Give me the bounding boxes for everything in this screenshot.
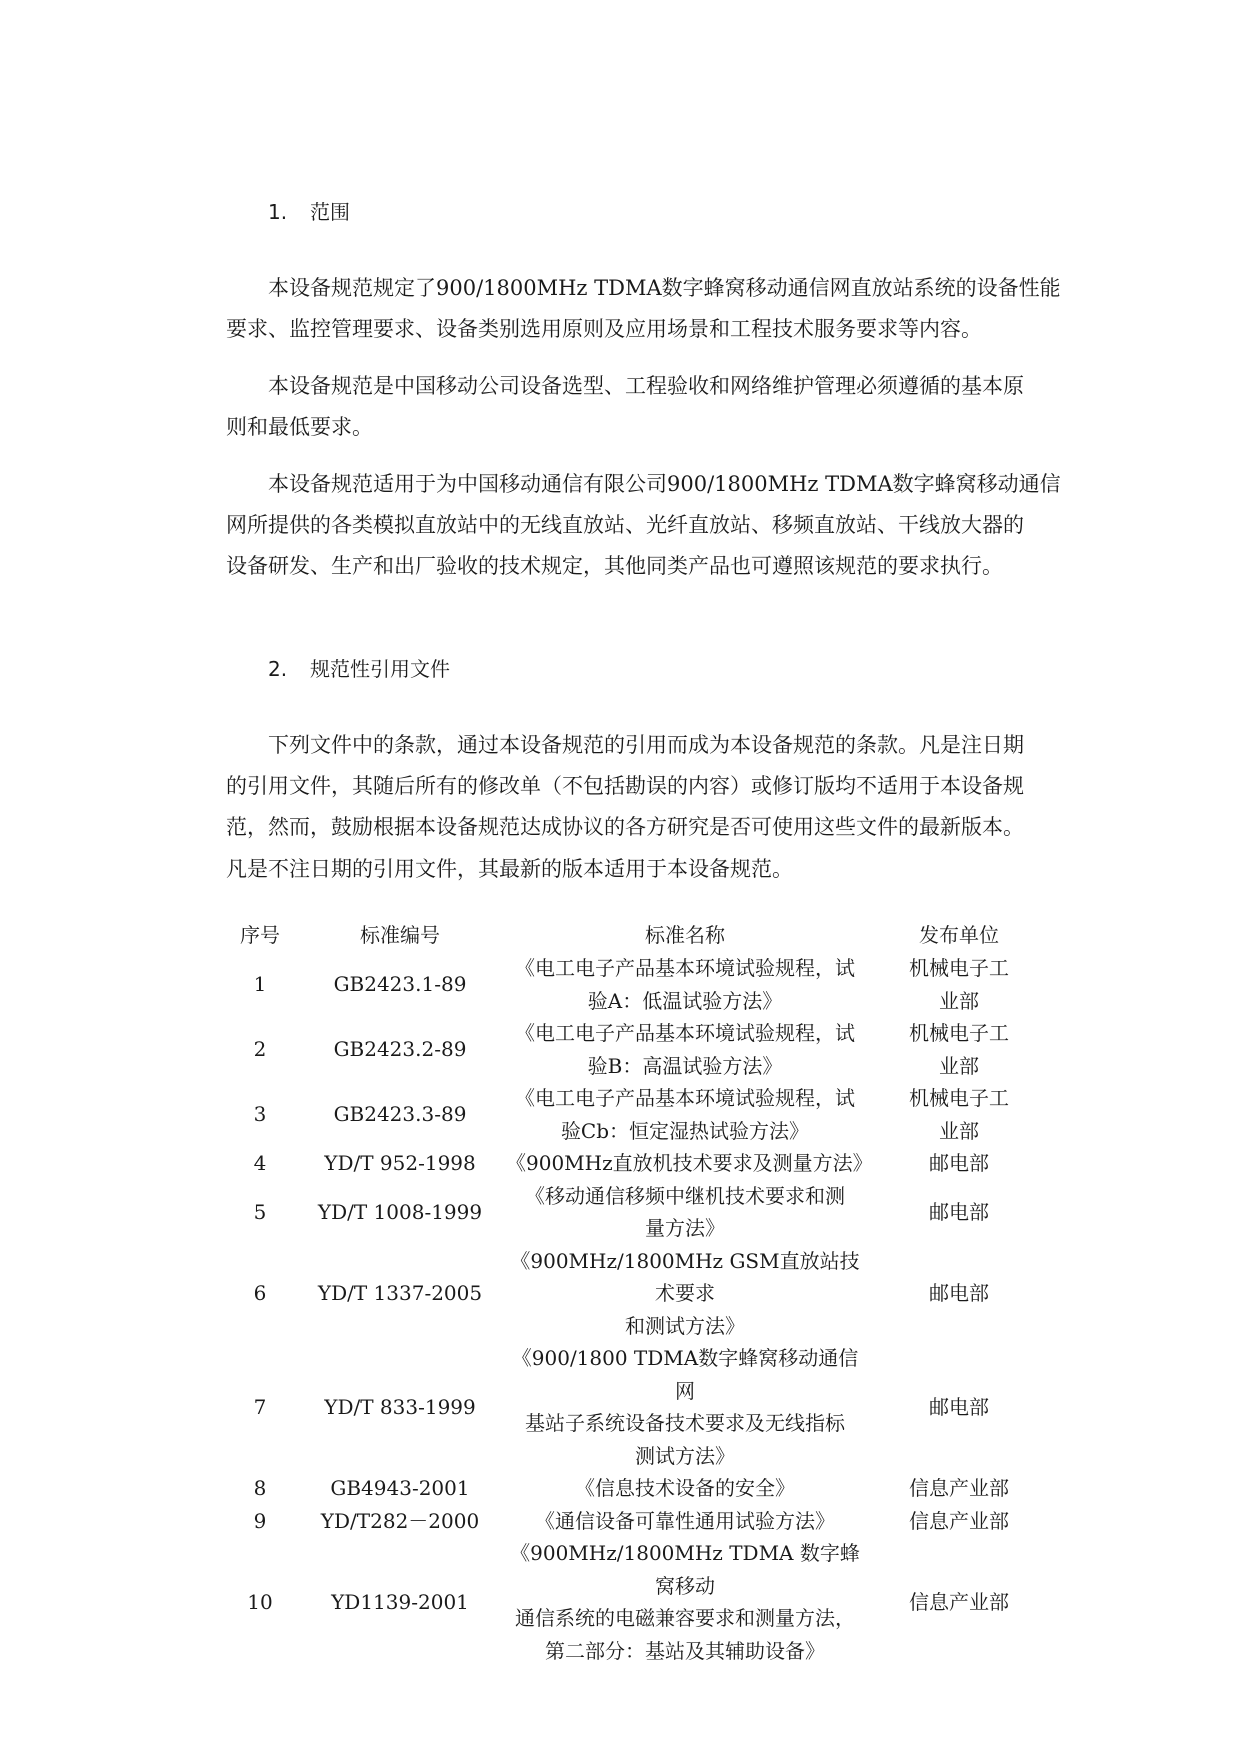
table-header-row [226,918,1054,952]
row-org-line: 机械电子工 [909,956,1009,980]
text-line: 本设备规范是中国移动公司设备选型、工程验收和网络维护管理必须遵循的基本原 [268,374,1024,398]
text-line: 本设备规范规定了900/1800MHz TDMA数字蜂窝移动通信网直放站系统的设备性能 [268,276,1061,300]
row-name-line: 《900MHz/1800MHz TDMA 数字蜂窝移动 [510,1541,860,1598]
header-seq: 序号 [240,922,280,947]
row-seq: 10 [247,1589,273,1614]
row-seq: 3 [253,1102,267,1127]
row-name-line: 《电工电子产品基本环境试验规程，试 [515,956,855,980]
table-row [226,1505,1054,1538]
row-org-line: 机械电子工 [909,1086,1009,1110]
row-org [864,952,1054,1017]
row-name-line: 和测试方法》 [625,1313,745,1338]
row-org-line: 业部 [939,988,979,1013]
row-org [864,1472,1054,1505]
row-org-line: 业部 [939,1118,979,1143]
row-org-line: 邮电部 [929,1151,989,1175]
row-code: YD/T282－2000 [320,1508,480,1533]
row-name-line: 通信系统的电磁兼容要求和测量方法， [515,1606,855,1630]
row-org-line: 信息产业部 [909,1476,1009,1500]
row-code: GB4943-2001 [330,1476,470,1500]
row-org [864,1017,1054,1082]
section-1-title: 范围 [310,200,350,224]
row-name [506,1472,864,1505]
row-code: GB2423.3-89 [333,1102,467,1127]
row-name [506,1537,864,1667]
row-org-line: 信息产业部 [909,1589,1009,1614]
header-code: 标准编号 [360,922,440,947]
row-org [864,1180,1054,1245]
section-1-heading [268,196,350,225]
table-row [226,1017,1054,1082]
row-org-line: 业部 [939,1053,979,1078]
row-seq: 8 [253,1476,267,1500]
row-name-line: 《电工电子产品基本环境试验规程，试 [515,1086,855,1110]
row-name [506,1017,864,1082]
table-body [226,952,1054,1667]
table-row [226,1082,1054,1147]
row-seq: 1 [253,972,267,997]
row-name [506,1245,864,1343]
row-name-line: 验A：低温试验方法》 [587,988,783,1013]
row-name [506,1180,864,1245]
text-line: 下列文件中的条款，通过本设备规范的引用而成为本设备规范的条款。凡是注日期 [268,733,1024,757]
row-name [506,1147,873,1180]
row-seq: 4 [253,1151,267,1175]
header-name: 标准名称 [645,922,725,947]
row-org [864,1082,1054,1147]
row-name-line: 测试方法》 [635,1443,735,1468]
row-name-line: 验Cb：恒定湿热试验方法》 [560,1118,810,1143]
row-name [506,1342,864,1472]
row-name-line: 《移动通信移频中继机技术要求和测 [525,1183,845,1208]
section-1-paragraph-3 [226,464,1061,588]
row-code: YD/T 1337-2005 [317,1281,483,1305]
row-name-line: 验B：高温试验方法》 [587,1053,783,1078]
row-code: YD/T 952-1998 [324,1151,476,1175]
row-org [864,1505,1054,1538]
section-1-paragraph-1 [226,268,1061,350]
row-org-line: 邮电部 [929,1394,989,1419]
text-line: 的引用文件，其随后所有的修改单（不包括勘误的内容）或修订版均不适用于本设备规 [226,774,1024,799]
text-line: 凡是不注日期的引用文件，其最新的版本适用于本设备规范。 [226,856,793,881]
table-row [226,1537,1054,1667]
row-org [864,1147,1054,1180]
section-2-heading [268,653,450,682]
table-row [226,1472,1054,1505]
row-org [864,1342,1054,1472]
row-org-line: 邮电部 [929,1281,989,1305]
row-seq: 6 [253,1281,267,1305]
row-code: GB2423.2-89 [333,1037,467,1062]
row-name-line: 《900/1800 TDMA数字蜂窝移动通信网 [511,1346,859,1403]
row-org [864,1245,1054,1343]
row-seq: 9 [253,1508,267,1533]
row-name-line: 《通信设备可靠性通用试验方法》 [535,1508,835,1533]
text-line: 本设备规范适用于为中国移动通信有限公司900/1800MHz TDMA数字蜂窝移动通信 [268,472,1061,496]
text-line: 设备研发、生产和出厂验收的技术规定，其他同类产品也可遵照该规范的要求执行。 [226,554,1003,579]
text-line: 则和最低要求。 [226,415,373,440]
header-org: 发布单位 [919,922,999,947]
row-name-line: 基站子系统设备技术要求及无线指标 [525,1411,845,1435]
row-name [506,1505,864,1538]
row-org-line: 机械电子工 [909,1021,1009,1045]
row-org-line: 邮电部 [929,1199,989,1224]
table-row [226,1180,1054,1245]
section-2-paragraph [226,725,1054,890]
row-name-line: 《900MHz/1800MHz GSM直放站技术要求 [510,1248,860,1305]
row-org-line: 信息产业部 [909,1508,1009,1533]
text-line: 网所提供的各类模拟直放站中的无线直放站、光纤直放站、移频直放站、干线放大器的 [226,513,1024,538]
text-line: 范，然而，鼓励根据本设备规范达成协议的各方研究是否可使用这些文件的最新版本。 [226,815,1024,840]
table-row [226,1245,1054,1343]
table-row [226,952,1054,1017]
row-org [864,1537,1054,1667]
table-row [226,1342,1054,1472]
row-code: YD1139-2001 [331,1589,469,1614]
section-1-paragraph-2 [226,366,1054,448]
row-code: YD/T 833-1999 [324,1394,476,1419]
row-name-line: 《900MHz直放机技术要求及测量方法》 [506,1151,873,1175]
row-name-line: 《电工电子产品基本环境试验规程，试 [515,1021,855,1045]
row-name [506,952,864,1017]
row-seq: 7 [253,1394,267,1419]
section-2-title: 规范性引用文件 [310,657,450,681]
row-code: GB2423.1-89 [333,972,467,997]
row-seq: 2 [253,1037,267,1062]
section-2-number: 2. [268,657,288,681]
row-name-line: 量方法》 [645,1216,725,1240]
row-code: YD/T 1008-1999 [317,1199,483,1224]
table-row [226,1147,1054,1180]
section-1-number: 1. [268,200,288,224]
row-name-line: 第二部分：基站及其辅助设备》 [545,1638,825,1663]
text-line: 要求、监控管理要求、设备类别选用原则及应用场景和工程技术服务要求等内容。 [226,317,982,342]
standards-table [226,918,1054,1667]
row-name-line: 《信息技术设备的安全》 [575,1476,795,1500]
row-name [506,1082,864,1147]
row-seq: 5 [253,1199,267,1224]
